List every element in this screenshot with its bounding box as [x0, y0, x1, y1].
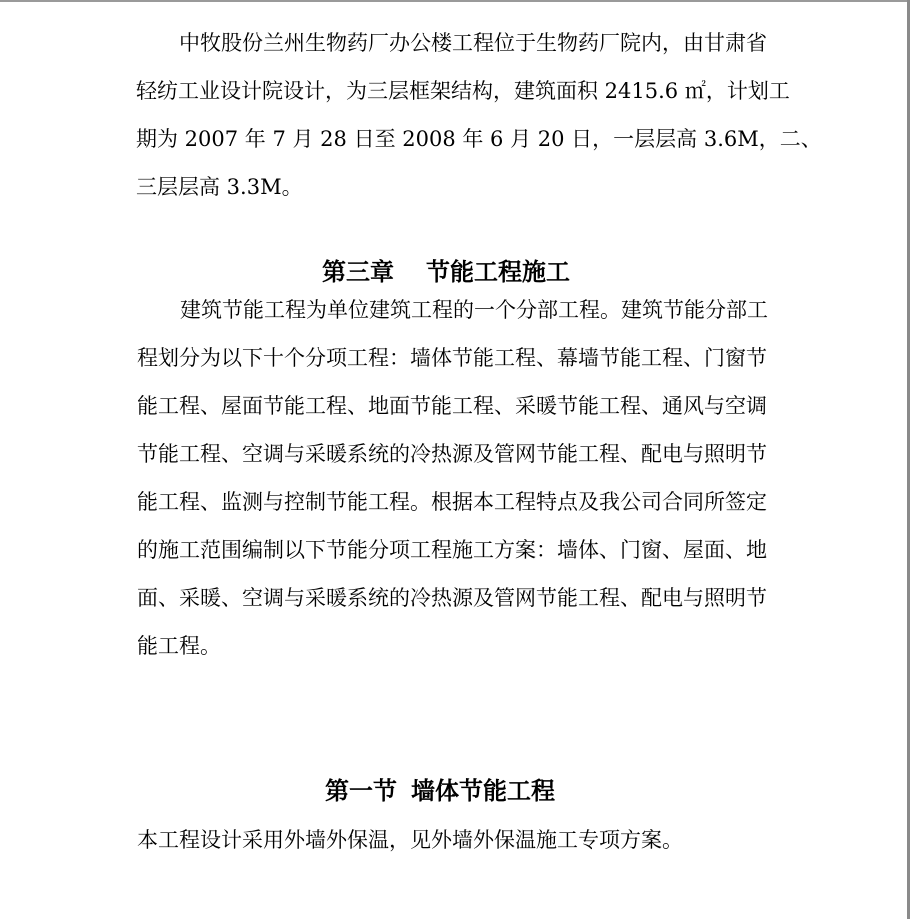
paragraph-line: 三层层高 3.3M。	[136, 175, 303, 199]
paragraph-line: 节能工程、空调与采暖系统的冷热源及管网节能工程、配电与照明节	[137, 442, 767, 466]
paragraph-line: 轻纺工业设计院设计，为三层框架结构，建筑面积 2415.6 ㎡，计划工	[136, 79, 790, 103]
section-title: 墙体节能工程	[411, 777, 555, 805]
paragraph-line: 程划分为以下十个分项工程：墙体节能工程、幕墙节能工程、门窗节	[137, 346, 767, 370]
paragraph-line: 能工程、屋面节能工程、地面节能工程、采暖节能工程、通风与空调	[137, 394, 767, 418]
paragraph-line: 能工程、监测与控制节能工程。根据本工程特点及我公司合同所签定	[137, 490, 767, 514]
paragraph-line: 能工程。	[137, 634, 221, 658]
chapter-heading	[322, 252, 570, 287]
chapter-intro-paragraph	[137, 286, 777, 670]
project-overview-paragraph	[136, 19, 822, 211]
wall-insulation-paragraph: 本工程设计采用外墙外保温，见外墙外保温施工专项方案。	[137, 828, 683, 852]
paragraph-line: 面、采暖、空调与采暖系统的冷热源及管网节能工程、配电与照明节	[137, 586, 767, 610]
chapter-title: 节能工程施工	[426, 258, 570, 286]
paragraph-line: 的施工范围编制以下节能分项工程施工方案：墙体、门窗、屋面、地	[137, 538, 767, 562]
chapter-number: 第三章	[322, 258, 394, 286]
paragraph-line: 中牧股份兰州生物药厂办公楼工程位于生物药厂院内，由甘肃省	[179, 31, 767, 55]
section-heading	[325, 771, 555, 806]
section-number: 第一节	[325, 777, 397, 805]
paragraph-line: 期为 2007 年 7 月 28 日至 2008 年 6 月 20 日，一层层高 3.6M，二、	[136, 127, 822, 151]
paragraph-line: 建筑节能工程为单位建筑工程的一个分部工程。建筑节能分部工	[180, 298, 768, 322]
